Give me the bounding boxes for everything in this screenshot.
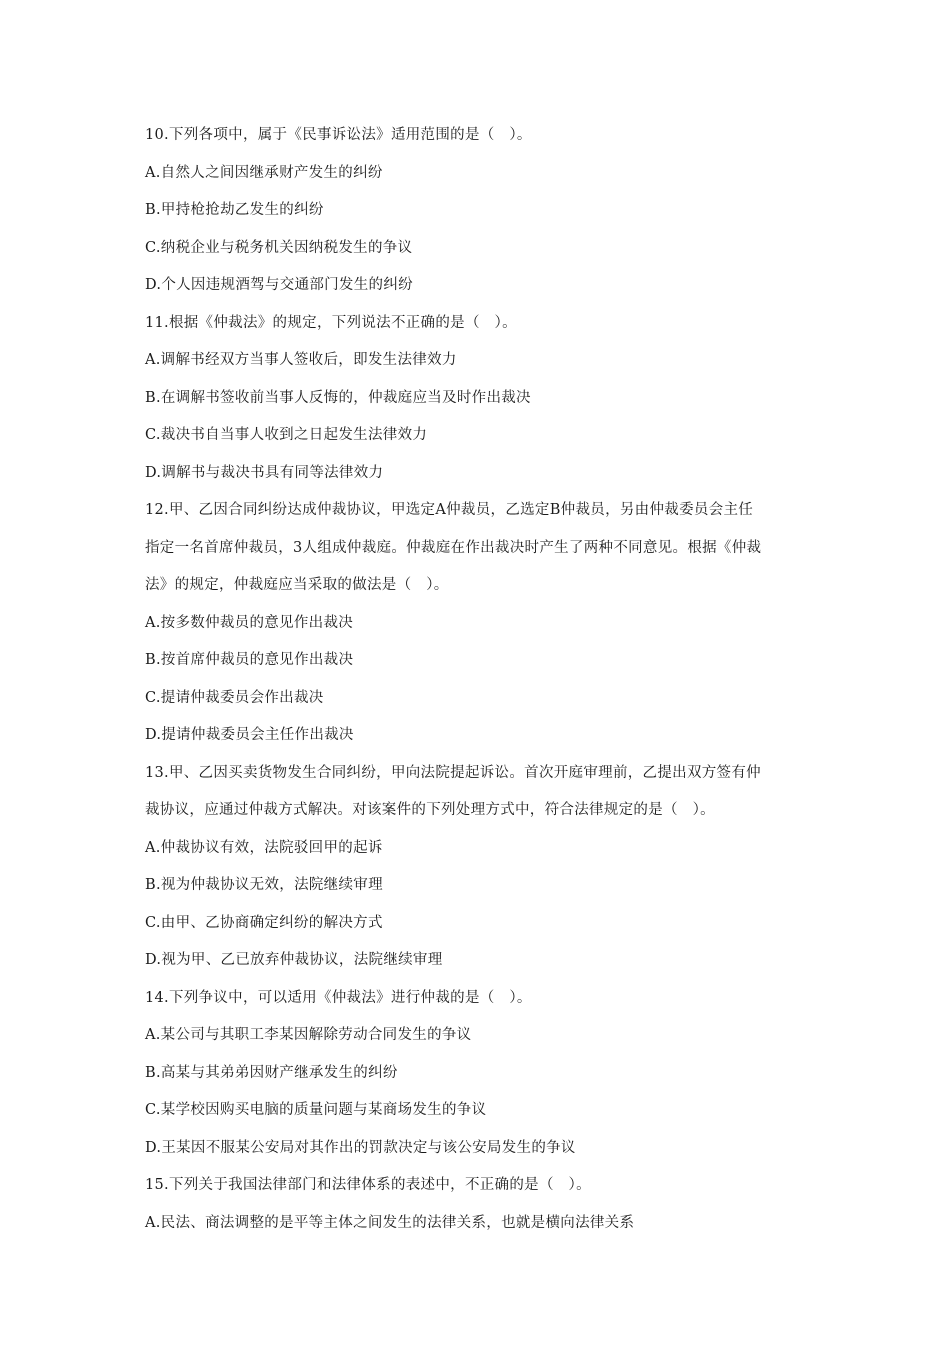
option-d: D.王某因不服某公安局对其作出的罚款决定与该公安局发生的争议 <box>145 1139 576 1156</box>
option-c: C.提请仲裁委员会作出裁决 <box>145 689 324 706</box>
question-10 <box>145 120 825 308</box>
option-a: A.仲裁协议有效，法院驳回甲的起诉 <box>145 839 383 856</box>
question-stem-cont: 法》的规定，仲裁庭应当采取的做法是（ ）。 <box>145 577 449 593</box>
option-a: A.某公司与其职工李某因解除劳动合同发生的争议 <box>145 1027 472 1043</box>
document-page <box>145 120 825 1245</box>
option-a: A.按多数仲裁员的意见作出裁决 <box>145 614 354 631</box>
question-stem: 14.下列争议中，可以适用《仲裁法》进行仲裁的是（ ）。 <box>145 989 532 1006</box>
option-c: C.纳税企业与税务机关因纳税发生的争议 <box>145 239 413 256</box>
question-stem: 11.根据《仲裁法》的规定，下列说法不正确的是（ ）。 <box>145 314 517 331</box>
option-d: D.个人因违规酒驾与交通部门发生的纠纷 <box>145 277 413 293</box>
option-c: C.由甲、乙协商确定纠纷的解决方式 <box>145 914 383 931</box>
option-d: D.视为甲、乙已放弃仲裁协议，法院继续审理 <box>145 952 443 968</box>
question-12 <box>145 495 825 758</box>
question-stem-cont: 指定一名首席仲裁员，3人组成仲裁庭。仲裁庭在作出裁决时产生了两种不同意见。根据《仲裁 <box>145 539 762 556</box>
option-d: D.提请仲裁委员会主任作出裁决 <box>145 727 354 743</box>
question-11 <box>145 308 825 496</box>
question-13 <box>145 758 825 983</box>
option-b: B.按首席仲裁员的意见作出裁决 <box>145 652 354 668</box>
option-a: A.民法、商法调整的是平等主体之间发生的法律关系，也就是横向法律关系 <box>145 1214 635 1231</box>
question-stem: 15.下列关于我国法律部门和法律体系的表述中，不正确的是（ ）。 <box>145 1177 591 1193</box>
option-c: C.裁决书自当事人收到之日起发生法律效力 <box>145 427 428 443</box>
option-b: B.甲持枪抢劫乙发生的纠纷 <box>145 202 324 218</box>
option-a: A.调解书经双方当事人签收后，即发生法律效力 <box>145 352 457 368</box>
question-14 <box>145 983 825 1171</box>
question-stem-cont: 裁协议，应通过仲裁方式解决。对该案件的下列处理方式中，符合法律规定的是（ ）。 <box>145 802 715 818</box>
question-stem: 13.甲、乙因买卖货物发生合同纠纷，甲向法院提起诉讼。首次开庭审理前，乙提出双方签有仲 <box>145 764 761 781</box>
option-b: B.在调解书签收前当事人反悔的，仲裁庭应当及时作出裁决 <box>145 389 531 406</box>
option-b: B.高某与其弟弟因财产继承发生的纠纷 <box>145 1064 398 1081</box>
option-a: A.自然人之间因继承财产发生的纠纷 <box>145 164 383 181</box>
option-c: C.某学校因购买电脑的质量问题与某商场发生的争议 <box>145 1102 487 1118</box>
question-stem: 12.甲、乙因合同纠纷达成仲裁协议，甲选定A仲裁员，乙选定B仲裁员，另由仲裁委员会主任 <box>145 502 754 518</box>
question-stem: 10.下列各项中，属于《民事诉讼法》适用范围的是（ ）。 <box>145 127 532 143</box>
question-15 <box>145 1170 825 1245</box>
option-b: B.视为仲裁协议无效，法院继续审理 <box>145 877 383 893</box>
option-d: D.调解书与裁决书具有同等法律效力 <box>145 464 384 481</box>
